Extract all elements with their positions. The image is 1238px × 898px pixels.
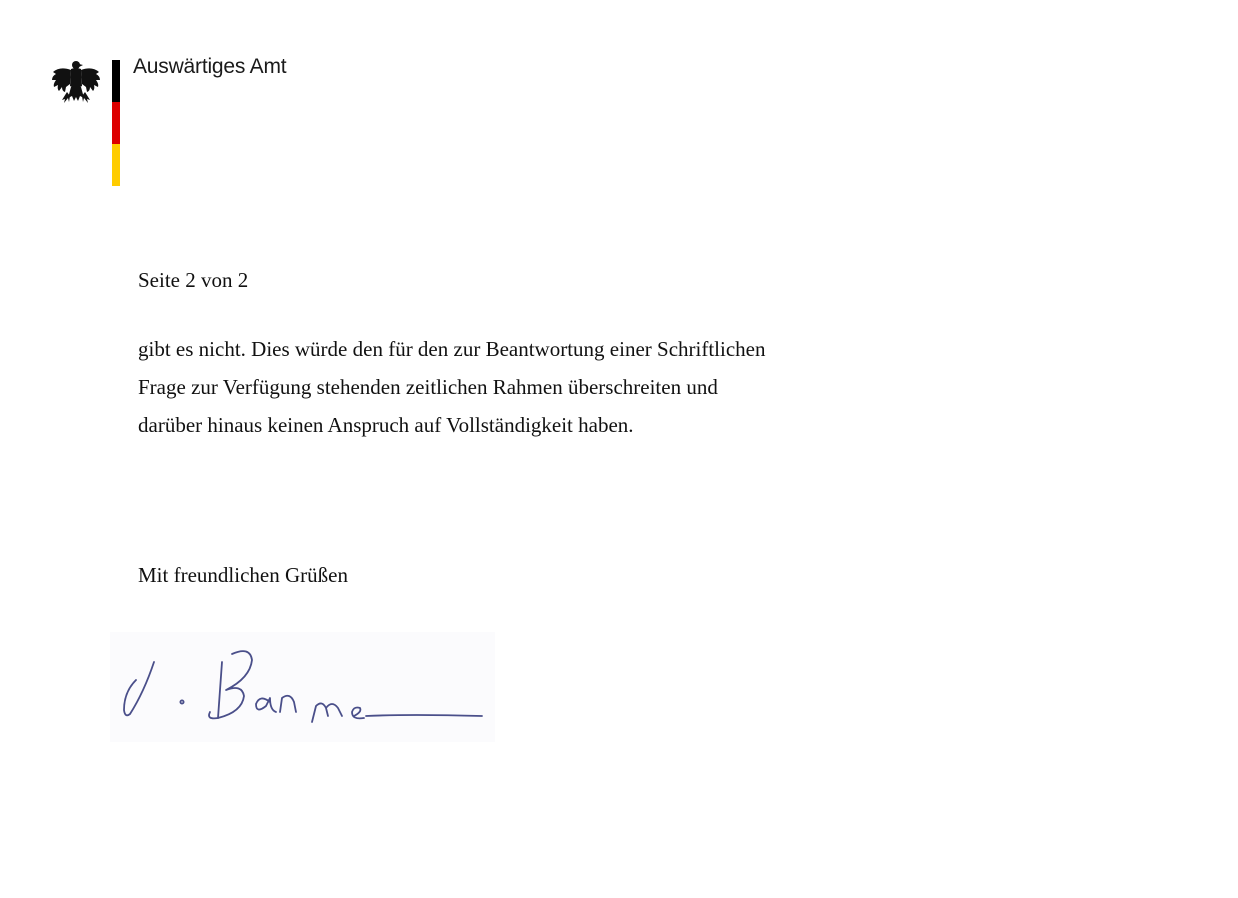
flag-stripe-red [112, 102, 120, 144]
flag-stripe-black [112, 60, 120, 102]
body-line: darüber hinaus keinen Anspruch auf Vollständigkeit haben. [138, 413, 634, 437]
flag-stripe-gold [112, 144, 120, 186]
closing-phrase: Mit freundlichen Grüßen [138, 563, 348, 587]
office-name: Auswärtiges Amt [133, 55, 287, 78]
flag-bar [112, 60, 120, 186]
letterhead [48, 54, 348, 194]
handwritten-signature [110, 632, 495, 742]
federal-eagle-icon [50, 56, 102, 108]
page-number: Seite 2 von 2 [138, 268, 249, 292]
body-paragraph [138, 330, 938, 444]
body-line: gibt es nicht. Dies würde den für den zur Beantwortung einer Schriftlichen [138, 337, 766, 361]
body-line: Frage zur Verfügung stehenden zeitlichen Rahmen überschreiten und [138, 375, 718, 399]
